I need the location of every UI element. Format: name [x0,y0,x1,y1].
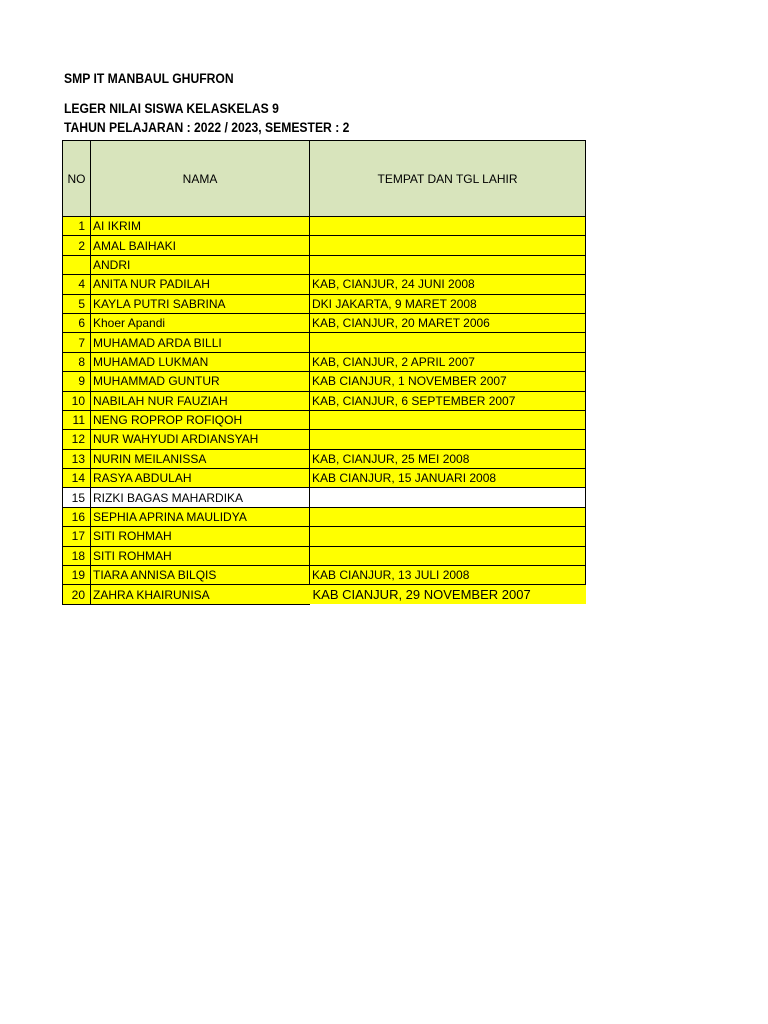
student-name: RASYA ABDULAH [91,469,310,488]
student-name: SITI ROHMAH [91,527,310,546]
birth-place-date: KAB CIANJUR, 13 JULI 2008 [310,566,586,585]
birth-place-date: KAB CIANJUR, 1 NOVEMBER 2007 [310,372,586,391]
birth-place-date [310,546,586,565]
birth-place-date: KAB CIANJUR, 15 JANUARI 2008 [310,469,586,488]
table-row [63,546,586,565]
row-number: 8 [63,352,91,371]
table-row [63,410,586,429]
birth-place-date: KAB, CIANJUR, 20 MARET 2006 [310,313,586,332]
birth-place-date: KAB, CIANJUR, 25 MEI 2008 [310,449,586,468]
row-number: 12 [63,430,91,449]
row-number: 16 [63,507,91,526]
birth-place-date: KAB CIANJUR, 29 NOVEMBER 2007 [310,585,586,604]
table-row [63,566,586,585]
table-row [63,430,586,449]
birth-place-date [310,527,586,546]
row-number: 13 [63,449,91,468]
academic-period: TAHUN PELAJARAN : 2022 / 2023, SEMESTER : 2 [64,120,350,135]
table-row [63,255,586,274]
student-name: NABILAH NUR FAUZIAH [91,391,310,410]
row-number: 1 [63,217,91,236]
student-name: SITI ROHMAH [91,546,310,565]
birth-place-date: DKI JAKARTA, 9 MARET 2008 [310,294,586,313]
column-header-nama: NAMA [91,141,310,217]
row-number: 18 [63,546,91,565]
table-row [63,391,586,410]
student-name: SEPHIA APRINA MAULIDYA [91,507,310,526]
table-row [63,352,586,371]
student-name: ZAHRA KHAIRUNISA [91,585,310,604]
table-header-row [63,141,586,217]
row-number: 17 [63,527,91,546]
student-name: NURIN MEILANISSA [91,449,310,468]
table-row [63,488,586,507]
birth-place-date [310,333,586,352]
student-table [62,140,586,605]
row-number: 6 [63,313,91,332]
birth-place-date: KAB, CIANJUR, 6 SEPTEMBER 2007 [310,391,586,410]
student-name: KAYLA PUTRI SABRINA [91,294,310,313]
row-number: 19 [63,566,91,585]
row-number: 20 [63,585,91,604]
row-number [63,255,91,274]
row-number: 4 [63,275,91,294]
birth-place-date: KAB, CIANJUR, 2 APRIL 2007 [310,352,586,371]
student-name: MUHAMMAD GUNTUR [91,372,310,391]
birth-place-date [310,430,586,449]
student-name: ANITA NUR PADILAH [91,275,310,294]
row-number: 5 [63,294,91,313]
student-name: TIARA ANNISA BILQIS [91,566,310,585]
birth-place-date [310,255,586,274]
row-number: 10 [63,391,91,410]
table-row [63,313,586,332]
student-name: MUHAMAD LUKMAN [91,352,310,371]
table-row [63,372,586,391]
table-row [63,275,586,294]
table-row [63,585,586,604]
row-number: 15 [63,488,91,507]
row-number: 11 [63,410,91,429]
student-name: AMAL BAIHAKI [91,236,310,255]
birth-place-date [310,507,586,526]
student-name: Khoer Apandi [91,313,310,332]
row-number: 7 [63,333,91,352]
table-row [63,236,586,255]
table-row [63,294,586,313]
birth-place-date [310,217,586,236]
row-number: 2 [63,236,91,255]
leger-title: LEGER NILAI SISWA KELASKELAS 9 [64,101,279,116]
table-row [63,469,586,488]
student-name: RIZKI BAGAS MAHARDIKA [91,488,310,507]
row-number: 9 [63,372,91,391]
student-name: AI IKRIM [91,217,310,236]
column-header-no: NO [63,141,91,217]
table-row [63,449,586,468]
table-row [63,217,586,236]
student-name: NUR WAHYUDI ARDIANSYAH [91,430,310,449]
table-row [63,507,586,526]
birth-place-date [310,236,586,255]
birth-place-date [310,410,586,429]
student-name: MUHAMAD ARDA BILLI [91,333,310,352]
student-name: NENG ROPROP ROFIQOH [91,410,310,429]
student-name: ANDRI [91,255,310,274]
birth-place-date: KAB, CIANJUR, 24 JUNI 2008 [310,275,586,294]
table-row [63,527,586,546]
column-header-ttl: TEMPAT DAN TGL LAHIR [310,141,586,217]
table-row [63,333,586,352]
table-body [63,217,586,605]
school-name: SMP IT MANBAUL GHUFRON [64,71,234,86]
birth-place-date [310,488,586,507]
row-number: 14 [63,469,91,488]
